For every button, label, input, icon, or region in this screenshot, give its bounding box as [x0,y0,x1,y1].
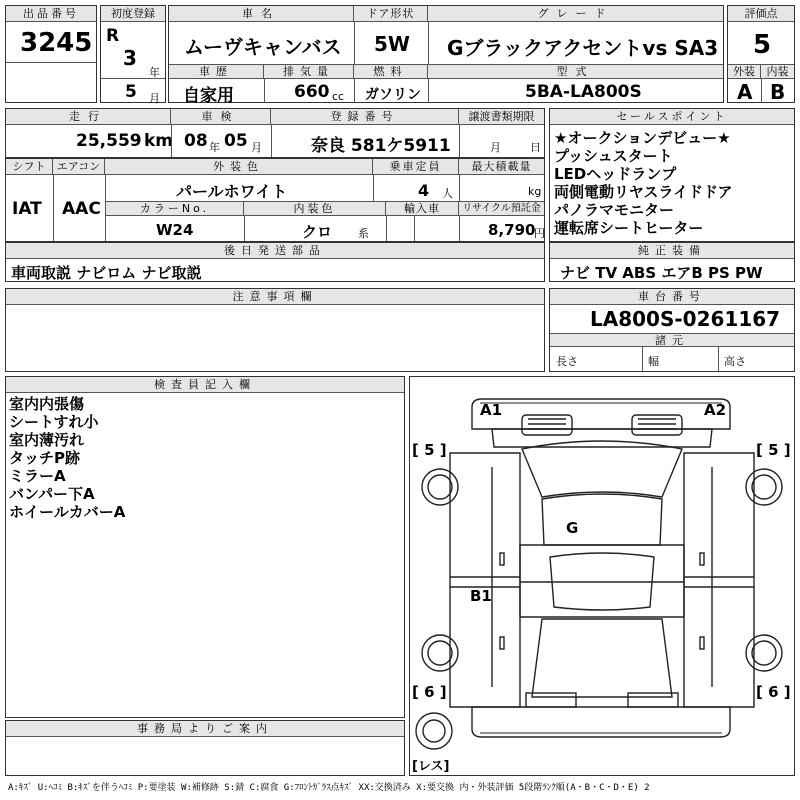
first-reg-box [100,5,166,103]
load-unit: kg [528,185,542,198]
equipment-box [549,242,795,282]
mileage: 25,559 [76,131,142,151]
inspector-note: バンパー下A [9,485,95,503]
displacement: 660 [294,82,330,102]
rear-lamp-right [628,693,678,707]
door-type: 5W [374,32,410,56]
row2-box [5,108,545,158]
chassis-box [549,288,795,372]
car-name: ムーヴキャンバス [184,35,342,59]
right-side [684,453,754,707]
inspector-label: 検査員記入欄 [6,377,404,393]
ext-grade: A [737,80,753,104]
spare-status: [レス] [412,759,450,774]
tread-front-right: [ 5 ] [756,441,791,459]
dims-label: 諸元 [550,333,794,347]
registration-number: 奈良 581ケ5911 [311,136,451,156]
office-label: 事務局よりご案内 [6,721,404,737]
ext-label: 外装 [728,65,761,79]
office-box [5,720,405,776]
notes-box [5,288,545,372]
inspection-month: 05 [224,131,248,151]
shift-label: シフト [6,159,53,175]
displacement-label: 排気量 [264,65,354,79]
car-name-label: 車名 [169,6,354,22]
score-value: 5 [753,30,772,60]
score-box [727,5,795,103]
sales-point-item: 運転席シートヒーター [554,219,704,237]
inspector-note: 室内内張傷 [9,395,85,413]
recycle-unit: 円 [534,227,545,240]
displacement-unit: cc [332,90,345,103]
model: 5BA-LA800S [525,82,642,102]
recycle-fee: 8,790 [488,221,536,239]
era: R [106,26,120,46]
inspector-note: ミラーA [9,467,66,485]
notes-label: 注意事項欄 [6,289,544,305]
width-label: 幅 [648,355,659,368]
capacity-unit: 人 [442,187,453,200]
car-diagram [410,377,794,775]
inspector-box [5,376,405,718]
cabin [520,545,684,617]
inspector-note: ホイールカバーA [9,503,126,521]
year-unit: 年 [149,66,160,79]
later-parts-box [5,242,545,282]
first-reg-month: 5 [125,82,137,102]
later-parts-label: 後日発送部品 [6,243,544,259]
rear-lamp-left [526,693,576,707]
headlamp-right [632,415,682,435]
marker-b1: B1 [470,587,492,605]
equipment-value: ナビ TV ABS エアB PS PW [560,264,763,282]
transfer-day-unit: 日 [530,141,541,154]
sales-point-item: ★オークションデビュー★ [554,129,731,147]
color-number: W24 [156,221,194,239]
legend: A:ｷｽﾞ U:ﾍｺﾐ B:ｷｽﾞを伴うﾍｺﾐ P:要塗装 W:補修跡 S:錆 C:腐食 G:ﾌﾛﾝﾄｶﾞﾗｽ点ｷｽﾞ XX:交換済み X:要交換 内・外装評価 5段階ﾗﾝｸ順(A・B・C・D・E) 2 [8,783,650,793]
inspection-year-unit: 年 [209,141,220,154]
interior-label: 内装色 [244,202,386,216]
lot-number: 3245 [20,28,93,58]
fuel: ガソリン [365,87,421,103]
chassis-label: 車台番号 [550,289,794,305]
hood [492,429,712,447]
sales-points-list [554,129,733,237]
sales-points-box [549,108,795,242]
inspection-year: 08 [184,131,208,151]
inspection-label: 車検 [171,109,271,125]
windshield [522,441,682,497]
roof [542,494,662,545]
lot-box [5,5,97,103]
interior-unit: 系 [358,227,369,240]
history: 自家用 [183,86,234,106]
chassis-number: LA800S-0261167 [590,307,781,331]
grade-label: グレード [428,6,723,22]
later-parts-value: 車両取説 ナビロム ナビ取説 [11,264,202,282]
load-label: 最大積載量 [459,159,544,175]
inspector-note: タッチP跡 [9,449,80,467]
headlamp-left [522,415,572,435]
sales-point-item: プッシュスタート [554,147,673,165]
mileage-unit: km [144,131,174,151]
grade: Gブラックアクセントvs SA3 [447,36,719,60]
inspector-note: 室内薄汚れ [9,431,85,449]
color-no-label: カラーNo. [106,202,244,216]
sales-point-item: パノラマモニター [554,201,675,219]
sales-point-item: 両側電動リヤスライドドア [554,183,733,201]
rear-hatch [532,619,672,697]
inspector-note: シートすれ小 [9,413,99,431]
transfer-month-unit: 月 [490,141,501,154]
tread-rear-left: [ 6 ] [412,683,447,701]
first-reg-label: 初度登録 [101,6,165,22]
spare-wheel [416,713,452,749]
capacity: 4 [418,181,430,200]
ac: AAC [62,199,101,219]
lot-label: 出品番号 [6,6,96,22]
transfer-label: 譲渡書類期限 [459,109,544,125]
tread-front-left: [ 5 ] [412,441,447,459]
month-unit: 月 [149,92,160,105]
capacity-label: 乗車定員 [373,159,459,175]
equipment-label: 純正装備 [550,243,794,259]
marker-a2: A2 [704,401,727,419]
sales-point-item: LEDヘッドランプ [554,165,677,183]
ac-label: エアコン [53,159,105,175]
reg-no-label: 登録番号 [271,109,459,125]
first-reg-year: 3 [123,46,137,70]
height-label: 高さ [724,355,746,368]
int-label: 内装 [761,65,794,79]
length-label: 長さ [556,355,578,368]
interior-color: クロ [302,223,333,241]
mileage-label: 走行 [6,109,171,125]
inspection-month-unit: 月 [251,141,262,154]
import-label: 輸入車 [386,202,459,216]
color-label: 外装色 [105,159,373,175]
car-diagram-box [409,376,795,776]
tread-rear-right: [ 6 ] [756,683,791,701]
marker-g: G [566,519,579,537]
model-label: 型式 [428,65,723,79]
marker-a1: A1 [480,401,503,419]
door-label: ドア形状 [354,6,428,22]
fuel-label: 燃料 [354,65,428,79]
history-label: 車歴 [169,65,264,79]
left-side [450,453,520,707]
sales-points-label: セールスポイント [550,109,794,125]
exterior-color: パールホワイト [176,182,288,201]
int-grade: B [770,80,786,104]
shift: IAT [12,199,42,219]
recycle-label: リサイクル預託金 [459,202,544,216]
row3-box [5,158,545,242]
car-info-box [168,5,724,106]
inspector-notes-list [9,395,125,521]
score-label: 評価点 [728,6,794,22]
